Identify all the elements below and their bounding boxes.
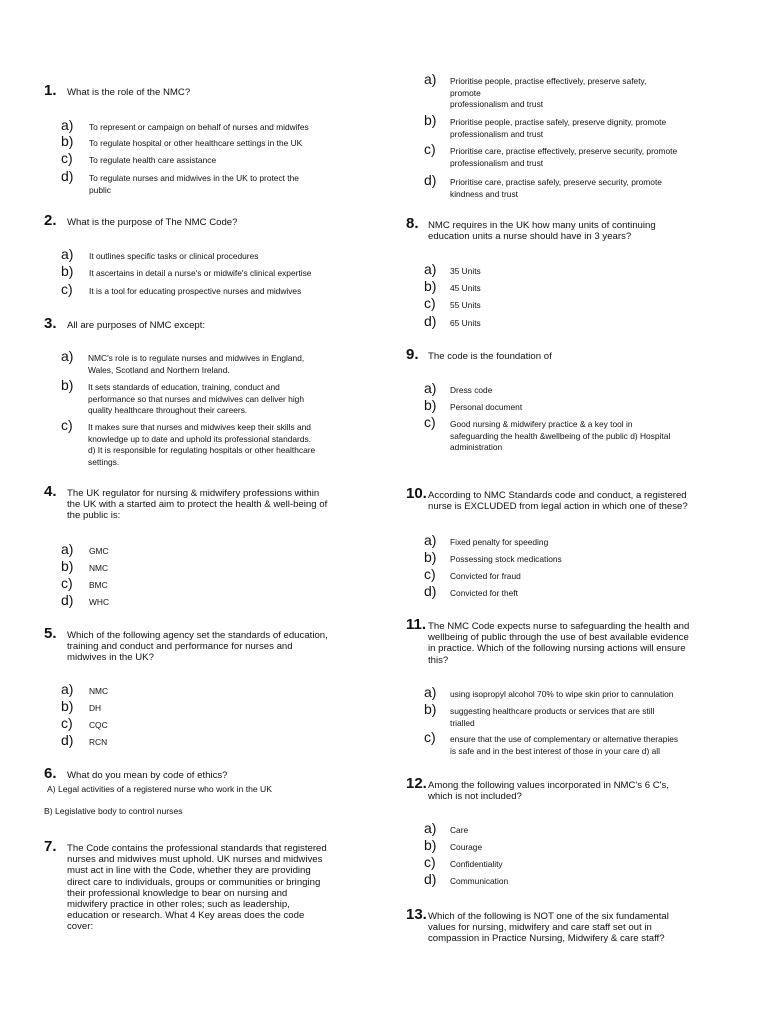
option-text: ensure that the use of complementary or alternative therapies is safe and in the best interest of those in your care d) all <box>450 734 679 756</box>
question-number: 13. <box>406 906 427 923</box>
option-text: It ascertains in detail a nurse's or midwife's clinical expertise <box>89 268 312 278</box>
option-text: Prioritise people, practise safely, preserve dignity, promote professionalism and trust <box>450 117 667 139</box>
question-number: 3. <box>44 315 57 332</box>
option-label: d) <box>424 583 437 599</box>
option-text: It is a tool for educating prospective nurses and midwives <box>89 286 302 296</box>
option-label: b) <box>424 701 437 717</box>
option-text: Prioritise care, practise effectively, preserve security, promote professionalism and trust <box>450 146 678 168</box>
option-text: It outlines specific tasks or clinical procedures <box>89 251 259 261</box>
option-label: b) <box>61 377 74 393</box>
option-text: CQC <box>89 720 108 730</box>
option-label: a) <box>61 246 74 262</box>
option-label: a) <box>61 117 74 133</box>
option-label: d) <box>424 172 437 188</box>
option-label: a) <box>61 348 74 364</box>
option-text: Communication <box>450 876 509 886</box>
option-label: c) <box>424 729 436 745</box>
question-number: 12. <box>406 775 427 792</box>
option-label: c) <box>424 141 436 157</box>
option-label: c) <box>61 575 73 591</box>
option-text: Convicted for fraud <box>450 571 521 581</box>
option-text: Prioritise care, practise safely, preserve security, promote kindness and trust <box>450 177 662 199</box>
question-number: 8. <box>406 215 419 232</box>
option-label: c) <box>424 566 436 582</box>
question-number: 5. <box>44 625 57 642</box>
question-number: 1. <box>44 82 57 99</box>
question-text: All are purposes of NMC except: <box>67 320 206 331</box>
option-text: 65 Units <box>450 318 481 328</box>
option-text: BMC <box>89 580 108 590</box>
option-text: To regulate health care assistance <box>89 155 217 165</box>
option-text: Dress code <box>450 385 493 395</box>
option-text: DH <box>89 703 102 713</box>
question-text: The UK regulator for nursing & midwifery professions within the UK with a started aim to protect the health & well-being of the public is: <box>67 488 328 522</box>
option-label: d) <box>61 168 74 184</box>
option-label: a) <box>424 261 437 277</box>
option-label: d) <box>61 592 74 608</box>
option-text: RCN <box>89 737 108 747</box>
question-text: According to NMC Standards code and conduct, a registered nurse is EXCLUDED from legal action in which one of these? <box>428 490 688 513</box>
question-number: 2. <box>44 212 57 229</box>
option-label: c) <box>61 417 73 433</box>
question-number: 11. <box>406 616 427 633</box>
question-text: Which of the following agency set the standards of education, training and conduct and performance for nurses and midwives in the UK? <box>67 630 328 664</box>
question-number: 6. <box>44 765 57 782</box>
option-label: c) <box>61 150 73 166</box>
option-label: a) <box>424 71 437 87</box>
question-text: NMC requires in the UK how many units of continuing education units a nurse should have in 3 years? <box>428 220 656 243</box>
option-label: b) <box>61 698 74 714</box>
option-label: a) <box>424 380 437 396</box>
option-label: c) <box>424 414 436 430</box>
question-text: The NMC Code expects nurse to safeguarding the health and wellbeing of public through the use of best available evidence in practice. Which of the following nursing actions will ensure this? <box>428 621 690 666</box>
option-label: c) <box>61 715 73 731</box>
question-text: What is the purpose of The NMC Code? <box>67 217 238 228</box>
question-text: The code is the foundation of <box>428 351 552 362</box>
option-label: a) <box>424 684 437 700</box>
option-text: Personal document <box>450 402 523 412</box>
option-text: 35 Units <box>450 266 481 276</box>
option-text: 45 Units <box>450 283 481 293</box>
question-text: Among the following values incorporated in NMC's 6 C's, which is not included? <box>428 780 669 803</box>
option-text: Good nursing & midwifery practice & a key tool in safeguarding the health &wellbeing of the public d) Hospital administration <box>450 419 671 453</box>
option-text: NMC <box>89 563 109 573</box>
question-text: The Code contains the professional standards that registered nurses and midwives must uphold. UK nurses and midwives must act in line with the Code, whether they are providing direct care to individuals, groups or communities or bringing their professional knowledge to bear on nursing and midwifery practice in other roles; such as leadership, education or research. What 4 Key areas does the code cover: <box>67 843 327 933</box>
question-text: What is the role of the NMC? <box>67 87 191 98</box>
option-text: Confidentiality <box>450 859 503 869</box>
option-text: To represent or campaign on behalf of nurses and midwifes <box>89 122 309 132</box>
option-text: Courage <box>450 842 483 852</box>
option-text: 55 Units <box>450 300 481 310</box>
question-text: Which of the following is NOT one of the six fundamental values for nursing, midwifery and care staff set out in compassion in Practice Nursing, Midwifery & care staff? <box>428 911 669 945</box>
option-text: WHC <box>89 597 110 607</box>
option-label: b) <box>61 263 74 279</box>
option-text: Possessing stock medications <box>450 554 562 564</box>
option-text: Care <box>450 825 469 835</box>
option-text: NMC's role is to regulate nurses and midwives in England, Wales, Scotland and Northern Ireland. <box>88 353 305 375</box>
option-text: Convicted for theft <box>450 588 518 598</box>
option-label: c) <box>424 854 436 870</box>
option-label: b) <box>61 558 74 574</box>
option-text: GMC <box>89 546 109 556</box>
option-label: a) <box>61 681 74 697</box>
option-label: a) <box>424 532 437 548</box>
option-label: b) <box>424 112 437 128</box>
option-text: using isopropyl alcohol 70% to wipe skin prior to cannulation <box>450 689 674 699</box>
question-number: 4. <box>44 483 57 500</box>
question-number: 10. <box>406 485 427 502</box>
option-text: To regulate hospital or other healthcare settings in the UK <box>89 138 303 148</box>
option-text: suggesting healthcare products or services that are still trialled <box>450 706 655 728</box>
question-number: 9. <box>406 346 419 363</box>
option-6a[interactable]: A) Legal activities of a registered nurse who work in the UK <box>47 784 272 794</box>
question-text: What do you mean by code of ethics? <box>67 770 228 781</box>
option-label: d) <box>424 871 437 887</box>
option-text: It sets standards of education, training, conduct and performance so that nurses and midwives can deliver high quality healthcare throughout their careers. <box>88 382 304 416</box>
option-text: To regulate nurses and midwives in the UK to protect the public <box>89 173 299 195</box>
question-number: 7. <box>44 838 57 855</box>
option-label: d) <box>61 732 74 748</box>
option-label: d) <box>424 313 437 329</box>
option-text: Prioritise people, practise effectively, preserve safety, promote professionalism and trust <box>450 76 647 110</box>
option-label: b) <box>424 278 437 294</box>
option-label: a) <box>424 820 437 836</box>
option-label: c) <box>61 281 73 297</box>
option-text: Fixed penalty for speeding <box>450 537 549 547</box>
option-text: It makes sure that nurses and midwives keep their skills and knowledge up to date and uphold its professional standards. d) It is responsible for regulating hospitals or other healthcare settings. <box>88 422 316 467</box>
option-label: b) <box>424 397 437 413</box>
option-6b[interactable]: B) Legislative body to control nurses <box>44 806 183 816</box>
option-label: b) <box>61 133 74 149</box>
option-label: b) <box>424 549 437 565</box>
option-label: c) <box>424 295 436 311</box>
option-text: NMC <box>89 686 109 696</box>
option-label: a) <box>61 541 74 557</box>
option-label: b) <box>424 837 437 853</box>
